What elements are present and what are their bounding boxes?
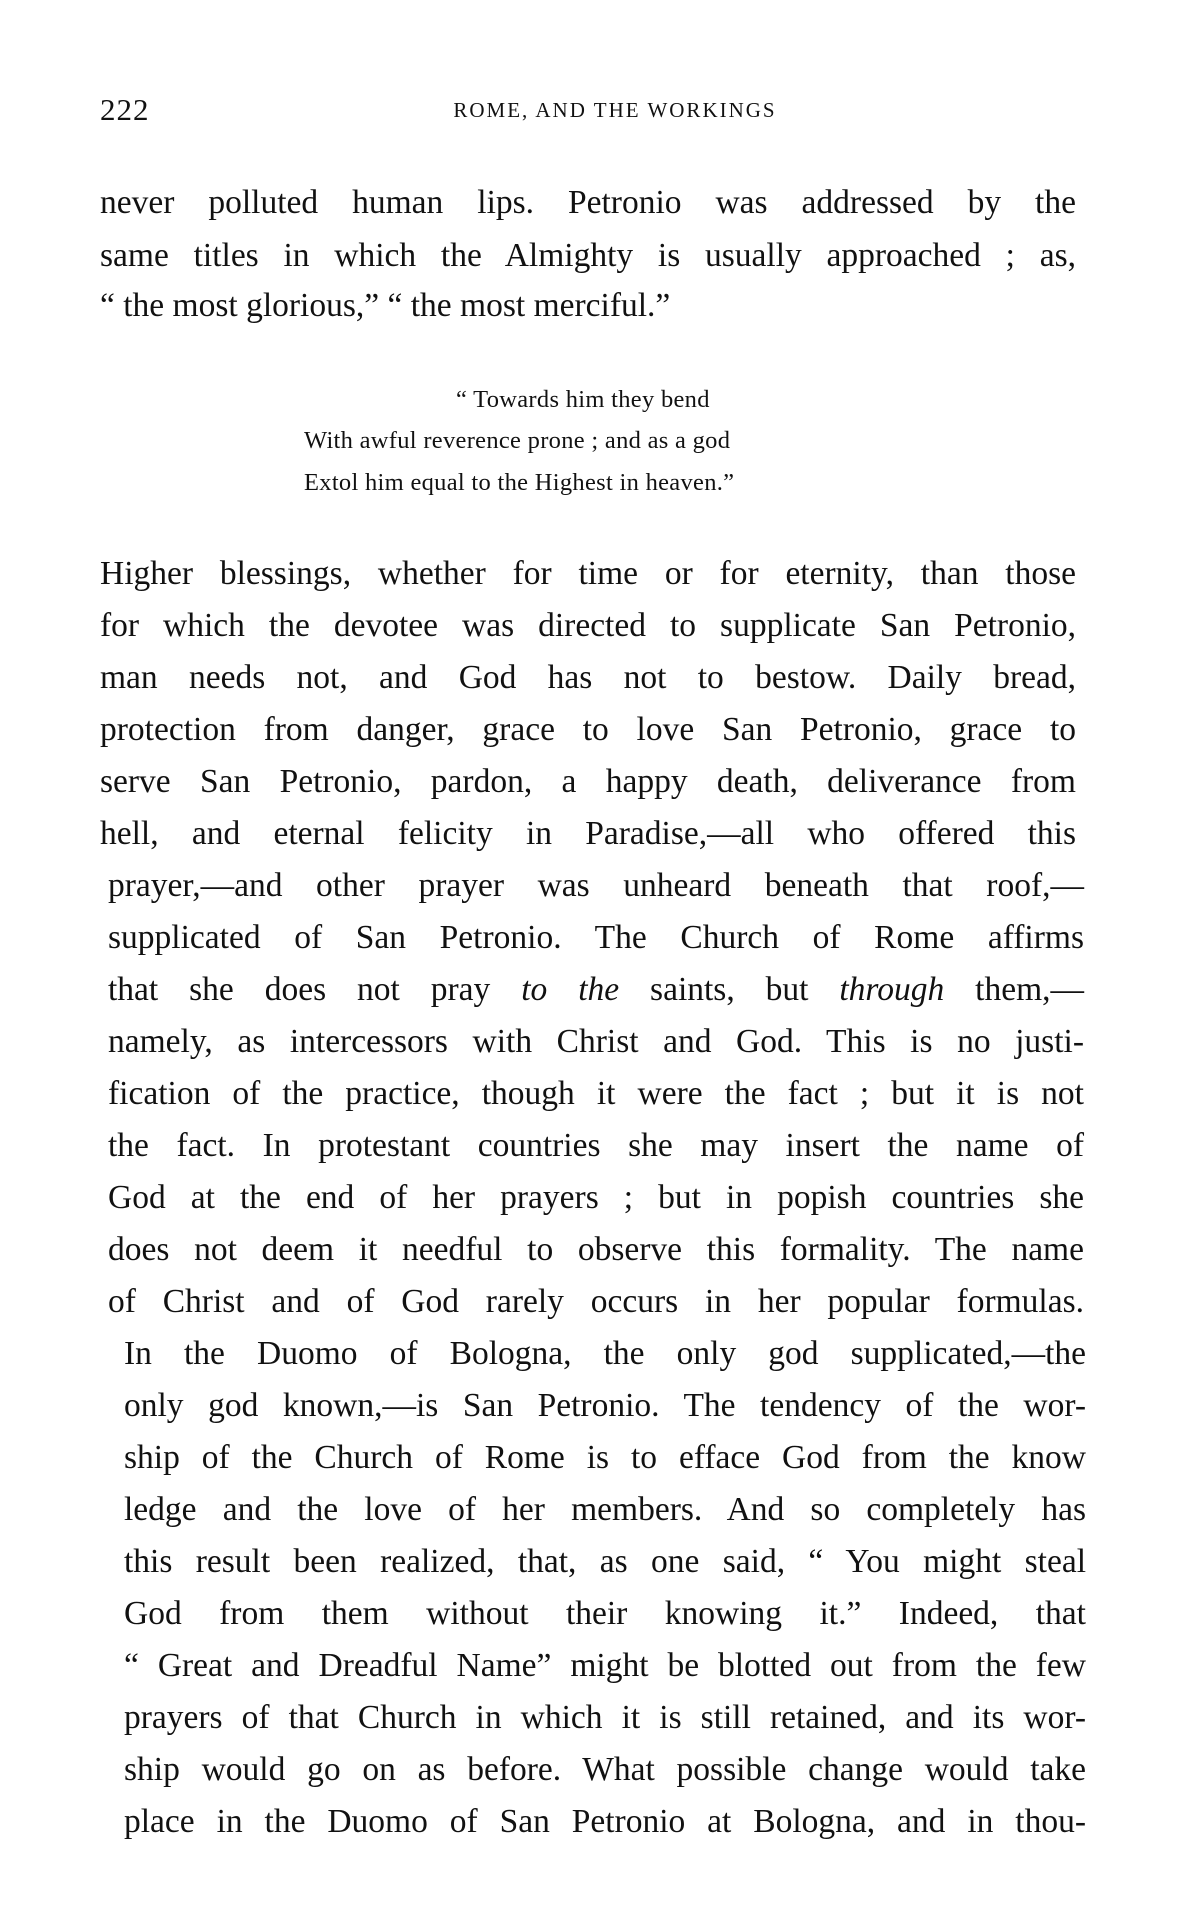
text-line: same titles in which the Almighty is usually approached ; as, [100,237,1076,274]
text-line: protection from danger, grace to love San Petronio, grace to [100,711,1076,748]
emphasis-text: through [839,971,945,1008]
text-line: fication of the practice, though it were the fact ; but it is not [108,1075,1084,1112]
text-line [108,970,1084,1010]
verse-line: Extol him equal to the Highest in heaven.” [304,469,735,496]
verse-line: “ Towards him they bend [456,386,710,413]
text-line: man needs not, and God has not to bestow. Daily bread, [100,659,1076,696]
text-line: namely, as intercessors with Christ and God. This is no justi- [108,1023,1084,1060]
text-line: does not deem it needful to observe this formality. The name [108,1231,1084,1268]
text-line: “ the most glorious,” “ the most merciful.” [100,287,671,324]
text-line: hell, and eternal felicity in Paradise,—all who offered this [100,815,1076,852]
text-line: “ Great and Dreadful Name” might be blotted out from the few [124,1647,1086,1684]
text-line: God from them without their knowing it.” Indeed, that [124,1595,1086,1632]
text-line: the fact. In protestant countries she may insert the name of [108,1127,1084,1164]
text-line: In the Duomo of Bologna, the only god supplicated,—the [124,1335,1086,1372]
text-line: serve San Petronio, pardon, a happy death, deliverance from [100,763,1076,800]
text-line: never polluted human lips. Petronio was addressed by the [100,184,1076,221]
text-line: ship would go on as before. What possible change would take [124,1751,1086,1788]
text-line: this result been realized, that, as one said, “ You might steal [124,1543,1086,1580]
text-segment: saints, but [619,971,840,1008]
text-segment: that she does not pray [108,971,522,1008]
text-line: for which the devotee was directed to supplicate San Petronio, [100,607,1076,644]
text-line: prayer,—and other prayer was unheard beneath that roof,— [108,867,1084,904]
text-line: ship of the Church of Rome is to efface God from the know [124,1439,1086,1476]
running-head [100,92,1090,132]
verse-line: With awful reverence prone ; and as a god [304,427,731,454]
text-line: Higher blessings, whether for time or for eternity, than those [100,555,1076,592]
text-line: place in the Duomo of San Petronio at Bologna, and in thou- [124,1803,1086,1840]
text-line: prayers of that Church in which it is still retained, and its wor- [124,1699,1086,1736]
page-number: 222 [100,92,150,127]
text-line: God at the end of her prayers ; but in popish countries she [108,1179,1084,1216]
text-line: supplicated of San Petronio. The Church of Rome affirms [108,919,1084,956]
text-line: of Christ and of God rarely occurs in her popular formulas. [108,1283,1084,1320]
text-segment: them,— [944,971,1085,1008]
text-line: ledge and the love of her members. And so completely has [124,1491,1086,1528]
text-line: only god known,—is San Petronio. The tendency of the wor- [124,1387,1086,1424]
running-title: ROME, AND THE WORKINGS [453,98,777,122]
emphasis-text: to the [521,971,620,1008]
